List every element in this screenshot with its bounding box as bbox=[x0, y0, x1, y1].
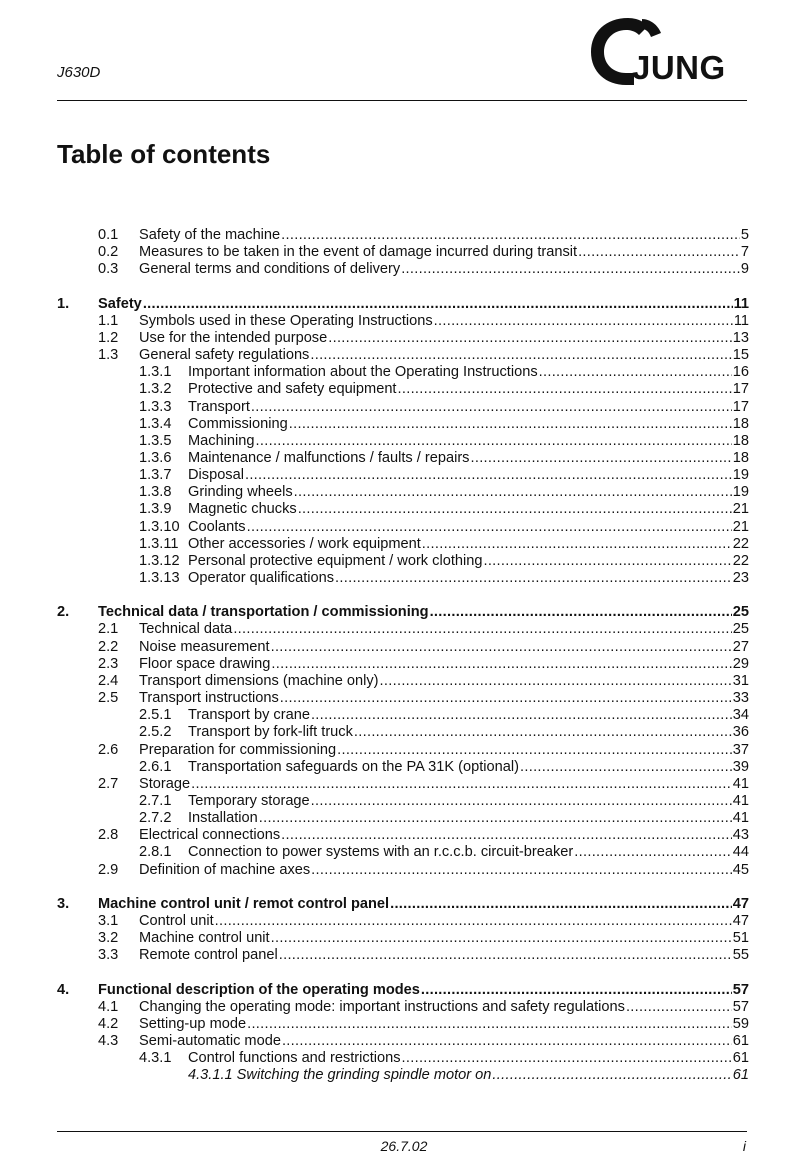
toc-entry[interactable] bbox=[98, 296, 749, 313]
toc-page-number: 61 bbox=[732, 1033, 749, 1050]
toc-number: 2.1 bbox=[98, 621, 119, 638]
toc-page-number: 59 bbox=[732, 1015, 749, 1032]
toc-entry[interactable] bbox=[188, 553, 749, 570]
toc-leader-dots bbox=[281, 827, 732, 844]
toc-leader-dots bbox=[398, 381, 732, 398]
toc-number: 1.3.1 bbox=[139, 364, 172, 381]
toc-page-number: 55 bbox=[732, 947, 749, 964]
toc-title: Control unit bbox=[139, 913, 214, 929]
toc-page-number: 17 bbox=[732, 381, 749, 398]
toc-entry[interactable] bbox=[139, 639, 749, 656]
toc-entry[interactable] bbox=[139, 673, 749, 690]
toc-title: Transportation safeguards on the PA 31K (optional) bbox=[188, 758, 519, 775]
toc-entry[interactable] bbox=[188, 570, 749, 587]
toc-number: 1.3.3 bbox=[139, 398, 172, 415]
toc-page-number: 18 bbox=[732, 449, 749, 466]
toc-number: 2.8 bbox=[98, 827, 119, 844]
toc-page-number: 23 bbox=[732, 570, 749, 586]
toc-number: 1.2 bbox=[98, 329, 119, 346]
toc-title: Setting-up mode bbox=[139, 1015, 247, 1032]
toc-entry[interactable] bbox=[139, 261, 749, 278]
toc-entry[interactable] bbox=[188, 810, 749, 827]
toc-leader-dots bbox=[311, 862, 732, 879]
toc-entry[interactable] bbox=[139, 1033, 749, 1050]
toc-number: 1.3.4 bbox=[139, 415, 172, 432]
toc-title: Transport instructions bbox=[139, 690, 279, 707]
toc-page-number: 27 bbox=[732, 638, 749, 655]
toc-title: Operator qualifications bbox=[188, 570, 335, 586]
toc-page-number: 41 bbox=[732, 775, 749, 792]
toc-entry[interactable] bbox=[188, 364, 749, 381]
toc-entry[interactable] bbox=[188, 844, 749, 861]
toc-page-number: 29 bbox=[732, 655, 749, 672]
toc-title: Maintenance / malfunctions / faults / repairs bbox=[188, 449, 470, 466]
toc-leader-dots bbox=[282, 1033, 732, 1050]
toc-number: 1.3.12 bbox=[139, 552, 180, 569]
toc-title: Semi-automatic mode bbox=[139, 1033, 281, 1050]
toc-leader-dots bbox=[402, 1050, 732, 1067]
toc-title: 4.3.1.1 Switching the grinding spindle motor on bbox=[188, 1067, 492, 1084]
toc-title: Transport by crane bbox=[188, 707, 310, 724]
toc-leader-dots bbox=[310, 347, 731, 364]
toc-entry[interactable] bbox=[188, 724, 749, 741]
toc-page-number: 31 bbox=[732, 672, 749, 689]
toc-title: Storage bbox=[139, 775, 191, 792]
toc-page-number: 45 bbox=[732, 861, 749, 878]
toc-leader-dots bbox=[421, 982, 732, 999]
toc-entry[interactable] bbox=[139, 1016, 749, 1033]
toc-page-number: 19 bbox=[732, 484, 749, 501]
toc-page-number: 34 bbox=[732, 707, 749, 724]
toc-title: Protective and safety equipment bbox=[188, 381, 397, 398]
toc-leader-dots bbox=[354, 724, 732, 741]
toc-title: Installation bbox=[188, 810, 258, 827]
toc-entry[interactable] bbox=[139, 862, 749, 879]
toc-page-number: 18 bbox=[732, 432, 749, 449]
toc-title: Machining bbox=[188, 432, 255, 449]
toc-title: Technical data / transportation / commissioning bbox=[98, 604, 429, 621]
toc-leader-dots bbox=[492, 1067, 731, 1084]
toc-title: Transport dimensions (machine only) bbox=[139, 672, 379, 689]
toc-number: 2.5.1 bbox=[139, 707, 172, 724]
toc-page-number: 11 bbox=[733, 312, 749, 329]
toc-leader-dots bbox=[247, 1016, 732, 1033]
toc-page-number: 41 bbox=[732, 792, 749, 809]
toc-number: 4.1 bbox=[98, 998, 119, 1015]
toc-page-number: 16 bbox=[732, 364, 749, 381]
toc-number: 1.1 bbox=[98, 312, 119, 329]
toc-page-number: 21 bbox=[732, 501, 749, 518]
toc-title: Other accessories / work equipment bbox=[188, 535, 421, 552]
toc-page-number: 9 bbox=[740, 261, 749, 278]
toc-leader-dots bbox=[311, 793, 732, 810]
toc-number: 2. bbox=[57, 604, 70, 621]
toc-title: Personal protective equipment / work clothing bbox=[188, 552, 483, 569]
toc-number: 4.2 bbox=[98, 1015, 119, 1032]
toc-title: Use for the intended purpose bbox=[139, 329, 328, 346]
toc-number: 1.3.10 bbox=[139, 518, 180, 535]
toc-number: 1.3.11 bbox=[139, 535, 179, 552]
header-rule bbox=[57, 100, 747, 101]
toc-title: Transport bbox=[188, 398, 250, 415]
toc-leader-dots bbox=[251, 399, 732, 416]
toc-entry[interactable] bbox=[188, 450, 749, 467]
toc-page-number: 22 bbox=[732, 552, 749, 569]
toc-page-number: 41 bbox=[732, 810, 749, 827]
footer-rule bbox=[57, 1131, 747, 1132]
toc-title: Technical data bbox=[139, 621, 233, 638]
toc-entry[interactable] bbox=[139, 690, 749, 707]
toc-leader-dots bbox=[281, 227, 740, 244]
toc-page-number: 57 bbox=[732, 998, 749, 1015]
toc-number: 4.3.1 bbox=[139, 1050, 172, 1067]
toc-page-number: 13 bbox=[732, 329, 749, 346]
toc-number: 2.7.2 bbox=[139, 810, 172, 827]
toc-entry[interactable] bbox=[139, 330, 749, 347]
toc-leader-dots bbox=[289, 416, 732, 433]
toc-title: Noise measurement bbox=[139, 638, 270, 655]
toc-title: Measures to be taken in the event of damage incurred during transit bbox=[139, 244, 578, 261]
toc-number: 4. bbox=[57, 981, 70, 998]
toc-title: Disposal bbox=[188, 467, 244, 484]
toc-leader-dots bbox=[401, 261, 740, 278]
toc-page-number: 25 bbox=[732, 621, 749, 638]
toc-entry[interactable] bbox=[139, 999, 749, 1016]
toc-number: 2.4 bbox=[98, 672, 119, 689]
toc-title: General safety regulations bbox=[139, 347, 310, 364]
toc-page-number: 36 bbox=[732, 724, 749, 741]
toc-leader-dots bbox=[434, 313, 733, 330]
toc-title: Coolants bbox=[188, 518, 246, 535]
logo-wordmark: JUNG bbox=[632, 49, 726, 86]
toc-number: 0.3 bbox=[98, 261, 119, 278]
toc-entry[interactable] bbox=[188, 1067, 749, 1084]
toc-title: Important information about the Operating Instructions bbox=[188, 364, 538, 381]
toc-entry[interactable] bbox=[188, 536, 749, 553]
toc-title: Symbols used in these Operating Instructions bbox=[139, 312, 433, 329]
toc-page-number: 37 bbox=[732, 741, 749, 758]
toc-title: Control functions and restrictions bbox=[188, 1050, 401, 1067]
toc-entry[interactable] bbox=[139, 244, 749, 261]
toc-page-number: 5 bbox=[740, 227, 749, 243]
toc-entry[interactable] bbox=[188, 759, 749, 776]
toc-number: 3.3 bbox=[98, 947, 119, 964]
toc-leader-dots bbox=[215, 913, 732, 930]
toc-leader-dots bbox=[271, 639, 732, 656]
toc-leader-dots bbox=[256, 433, 732, 450]
toc-leader-dots bbox=[298, 501, 732, 518]
toc-entry[interactable] bbox=[139, 742, 749, 759]
toc-page-number: 7 bbox=[740, 244, 749, 261]
toc-entry[interactable] bbox=[139, 930, 749, 947]
toc-page-number: 25 bbox=[732, 604, 749, 621]
toc-leader-dots bbox=[328, 330, 732, 347]
toc-entry[interactable] bbox=[139, 347, 749, 364]
toc-title: Changing the operating mode: important instructions and safety regulations bbox=[139, 998, 625, 1015]
toc-number: 2.6.1 bbox=[139, 758, 172, 775]
toc-entry[interactable] bbox=[188, 467, 749, 484]
toc-page-number: 22 bbox=[732, 535, 749, 552]
toc-leader-dots bbox=[311, 707, 732, 724]
toc-title: Safety of the machine bbox=[139, 227, 281, 243]
page-title: Table of contents bbox=[57, 139, 271, 169]
toc-page-number: 18 bbox=[732, 415, 749, 432]
toc-page-number: 19 bbox=[732, 467, 749, 484]
toc-number: 0.1 bbox=[98, 227, 119, 243]
toc-entry[interactable] bbox=[139, 947, 749, 964]
toc-leader-dots bbox=[271, 930, 732, 947]
footer-date: 26.7.02 bbox=[380, 1138, 428, 1154]
toc-number: 2.6 bbox=[98, 741, 119, 758]
toc-entry[interactable] bbox=[139, 827, 749, 844]
toc-entry[interactable] bbox=[139, 227, 749, 244]
toc-title: Commissioning bbox=[188, 415, 288, 432]
toc-entry[interactable] bbox=[188, 501, 749, 518]
toc-number: 3.1 bbox=[98, 913, 119, 929]
toc-leader-dots bbox=[280, 690, 732, 707]
toc-title: Remote control panel bbox=[139, 947, 278, 964]
toc-leader-dots bbox=[247, 519, 732, 536]
toc-leader-dots bbox=[470, 450, 731, 467]
toc-page-number: 51 bbox=[732, 930, 749, 947]
toc-entry[interactable] bbox=[188, 1050, 749, 1067]
toc-entry[interactable] bbox=[188, 793, 749, 810]
toc-number: 4.3 bbox=[98, 1033, 119, 1050]
toc-leader-dots bbox=[245, 467, 732, 484]
toc-entry[interactable] bbox=[98, 604, 749, 621]
toc-number: 2.9 bbox=[98, 861, 119, 878]
toc-entry[interactable] bbox=[188, 433, 749, 450]
toc-number: 1.3.7 bbox=[139, 467, 172, 484]
toc-leader-dots bbox=[539, 364, 732, 381]
toc-leader-dots bbox=[294, 484, 732, 501]
toc-entry[interactable] bbox=[188, 399, 749, 416]
toc-number: 2.5.2 bbox=[139, 724, 172, 741]
toc-entry[interactable] bbox=[139, 913, 749, 930]
toc-leader-dots bbox=[271, 656, 731, 673]
toc-title: Machine control unit / remot control panel bbox=[98, 895, 390, 912]
toc-entry[interactable] bbox=[188, 707, 749, 724]
toc-page-number: 44 bbox=[732, 844, 749, 861]
toc-entry[interactable] bbox=[188, 381, 749, 398]
toc-number: 2.7.1 bbox=[139, 792, 172, 809]
toc-number: 1.3.9 bbox=[139, 501, 172, 518]
toc-number: 1.3 bbox=[98, 347, 119, 364]
toc-number: 2.7 bbox=[98, 775, 119, 792]
toc-number: 1.3.6 bbox=[139, 449, 172, 466]
toc-title: General terms and conditions of delivery bbox=[139, 261, 401, 278]
toc-page-number: 61 bbox=[732, 1067, 749, 1084]
toc-title: Safety bbox=[98, 295, 142, 312]
toc-entry[interactable] bbox=[98, 982, 749, 999]
toc-title: Electrical connections bbox=[139, 827, 281, 844]
document-id: J630D bbox=[57, 64, 101, 81]
toc-leader-dots bbox=[626, 999, 732, 1016]
toc-number: 1.3.8 bbox=[139, 484, 172, 501]
toc-leader-dots bbox=[259, 810, 732, 827]
toc-page-number: 17 bbox=[732, 398, 749, 415]
toc-title: Magnetic chucks bbox=[188, 501, 297, 518]
toc-number: 2.8.1 bbox=[139, 844, 172, 861]
toc-number: 2.3 bbox=[98, 655, 119, 672]
footer-page-number: i bbox=[742, 1138, 746, 1154]
toc-leader-dots bbox=[337, 742, 732, 759]
toc-number: 2.5 bbox=[98, 690, 119, 707]
toc-leader-dots bbox=[520, 759, 732, 776]
toc-entry[interactable] bbox=[139, 776, 749, 793]
toc-entry[interactable] bbox=[188, 416, 749, 433]
toc-title: Floor space drawing bbox=[139, 655, 271, 672]
toc-leader-dots bbox=[233, 621, 731, 638]
toc-page-number: 15 bbox=[732, 347, 749, 364]
toc-number: 0.2 bbox=[98, 244, 119, 261]
jung-logo bbox=[588, 15, 748, 87]
toc-number: 1.3.5 bbox=[139, 432, 172, 449]
toc-entry[interactable] bbox=[188, 484, 749, 501]
toc-leader-dots bbox=[483, 553, 731, 570]
toc-number: 2.2 bbox=[98, 638, 119, 655]
toc-entry[interactable] bbox=[139, 656, 749, 673]
toc-number: 1.3.13 bbox=[139, 570, 180, 586]
toc-leader-dots bbox=[390, 896, 732, 913]
toc-leader-dots bbox=[143, 296, 733, 313]
toc-page-number: 47 bbox=[732, 895, 749, 912]
toc-leader-dots bbox=[574, 844, 731, 861]
toc-number: 1.3.2 bbox=[139, 381, 172, 398]
toc-leader-dots bbox=[335, 570, 732, 587]
toc-leader-dots bbox=[279, 947, 732, 964]
toc-title: Transport by fork-lift truck bbox=[188, 724, 353, 741]
toc-leader-dots bbox=[430, 604, 732, 621]
toc-leader-dots bbox=[191, 776, 732, 793]
toc-leader-dots bbox=[422, 536, 732, 553]
toc-entry[interactable] bbox=[139, 313, 749, 330]
toc-title: Connection to power systems with an r.c.c.b. circuit-breaker bbox=[188, 844, 574, 861]
toc-leader-dots bbox=[578, 244, 740, 261]
toc-page-number: 61 bbox=[732, 1050, 749, 1067]
toc-number: 3.2 bbox=[98, 930, 119, 947]
toc-page-number: 43 bbox=[732, 827, 749, 844]
toc-entry[interactable] bbox=[188, 519, 749, 536]
toc-page-number: 11 bbox=[733, 295, 749, 312]
toc-number: 1. bbox=[57, 295, 70, 312]
toc-title: Preparation for commissioning bbox=[139, 741, 337, 758]
toc-entry[interactable] bbox=[98, 896, 749, 913]
toc-title: Functional description of the operating modes bbox=[98, 981, 420, 998]
toc-page-number: 47 bbox=[732, 913, 749, 929]
toc-entry[interactable] bbox=[139, 621, 749, 638]
toc-page-number: 57 bbox=[732, 981, 749, 998]
toc-title: Machine control unit bbox=[139, 930, 270, 947]
toc-leader-dots bbox=[380, 673, 732, 690]
toc-title: Definition of machine axes bbox=[139, 861, 311, 878]
toc-page-number: 39 bbox=[732, 758, 749, 775]
toc-title: Temporary storage bbox=[188, 792, 310, 809]
toc-page-number: 21 bbox=[732, 518, 749, 535]
toc-title: Grinding wheels bbox=[188, 484, 293, 501]
toc-page-number: 33 bbox=[732, 690, 749, 707]
toc-number: 3. bbox=[57, 895, 70, 912]
